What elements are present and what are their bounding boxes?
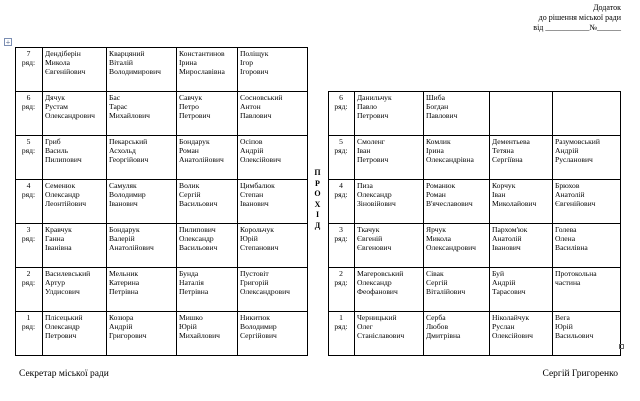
seat-cell [177, 268, 238, 312]
seat-cell [107, 48, 177, 92]
seat-name-line: Євгенійович [555, 199, 596, 208]
seat-cell [553, 224, 621, 268]
seat-name-line: Анатолійович [179, 155, 224, 164]
seat-name-line: Іван [492, 190, 506, 199]
seat-cell [490, 136, 553, 180]
seat-cell [553, 136, 621, 180]
seat-name-line: Корольчук [240, 225, 274, 234]
row-number-cell [16, 312, 43, 356]
seat-name-line: Козюра [109, 313, 134, 322]
seat-name-line: Ткачук [357, 225, 380, 234]
seat-name-line: Пустовіт [240, 269, 269, 278]
seat-row [329, 268, 621, 312]
seat-name-line: Анатолійович [109, 243, 154, 252]
passage-letter: О [314, 189, 321, 198]
passage-label [309, 168, 326, 231]
row-label-text: 2 [26, 269, 31, 278]
row-label-text: ряд: [21, 190, 36, 199]
seat-name-line: Юрій [179, 322, 197, 331]
seat-row [329, 92, 621, 136]
seat-name-line: Семенюк [45, 181, 76, 190]
seat-name-line: Володимир [109, 190, 146, 199]
seat-cell [490, 224, 553, 268]
seat-cell [424, 136, 490, 180]
seat-cell [43, 48, 107, 92]
seat-name-line: Пилипович [179, 225, 216, 234]
seat-name-line: Кварцяний [109, 49, 145, 58]
seat-name-line: Шиба [426, 93, 445, 102]
seat-name-line: Ярчук [426, 225, 446, 234]
seat-name-line: Євгенович [357, 243, 392, 252]
row-label-text: 7 [26, 49, 31, 58]
seat-name-line: Бас [109, 93, 121, 102]
seat-cell [177, 312, 238, 356]
seat-name-line: Володимир [240, 322, 277, 331]
seat-name-line: Олександр [45, 322, 80, 331]
row-label-text: ряд: [21, 234, 36, 243]
seat-cell [107, 268, 177, 312]
seat-name-line: Рустам [45, 102, 68, 111]
row-label-text: ряд: [21, 278, 36, 287]
seat-name-line: Волик [179, 181, 200, 190]
row-number-cell [329, 180, 355, 224]
seat-name-line: Леонтійович [45, 199, 87, 208]
seat-name-line: Павло [357, 102, 377, 111]
seat-name-line: Васильович [179, 243, 218, 252]
seat-name-line: Олександр [179, 234, 214, 243]
seat-name-line: частина [555, 278, 581, 287]
seat-name-line: Олександр [357, 278, 392, 287]
seat-name-line: Осіпов [240, 137, 263, 146]
seat-name-line: Олександр [45, 190, 80, 199]
seat-name-line: Комлик [426, 137, 451, 146]
seat-name-line: Олег [357, 322, 373, 331]
seat-row [16, 224, 308, 268]
seat-name-line: Артур [45, 278, 65, 287]
table-move-handle-icon[interactable]: + [5, 38, 11, 47]
seat-name-line: Олександрович [45, 111, 95, 120]
seat-name-line: Романюк [426, 181, 456, 190]
seat-row [329, 312, 621, 356]
seat-cell [238, 180, 308, 224]
seat-name-line: Цимбалюк [240, 181, 275, 190]
seat-name-line: Вега [555, 313, 570, 322]
seat-name-line: Олександр [357, 190, 392, 199]
seat-name-line: Пекарський [109, 137, 148, 146]
seat-name-line: Зіновійович [357, 199, 396, 208]
seat-name-line: Петрович [357, 111, 389, 120]
row-label-text: 4 [339, 181, 343, 190]
row-label-text: ряд: [334, 146, 348, 155]
row-label-text: ряд: [334, 102, 348, 111]
seat-name-line: Серба [426, 313, 446, 322]
seat-name-line: Григорій [240, 278, 269, 287]
seat-cell [43, 92, 107, 136]
seat-row [16, 312, 308, 356]
seat-name-line: Самуляк [109, 181, 137, 190]
seat-name-line: Сівак [426, 269, 444, 278]
seat-name-line: Павлович [240, 111, 272, 120]
seat-name-line: Богдан [426, 102, 449, 111]
footer-position: Секретар міської ради [19, 369, 109, 379]
seat-name-line: Любов [426, 322, 449, 331]
seat-cell [43, 268, 107, 312]
seat-name-line: Василевський [45, 269, 91, 278]
seat-name-line: Микола [426, 234, 451, 243]
seat-name-line: Сергій [179, 190, 201, 199]
row-number-cell [329, 136, 355, 180]
seat-cell [43, 224, 107, 268]
seat-name-line: Олена [555, 234, 576, 243]
seat-name-line: Тетяна [492, 146, 514, 155]
row-number-cell [16, 136, 43, 180]
seat-cell [355, 224, 424, 268]
row-number-cell [16, 268, 43, 312]
seat-name-line: Василівна [555, 243, 588, 252]
row-label-text: ряд: [334, 322, 348, 331]
seat-name-line: В'ячеславович [426, 199, 473, 208]
document-header [533, 3, 621, 33]
seat-name-line: Ганна [45, 234, 65, 243]
seat-name-line: Васильович [555, 331, 594, 340]
seat-cell [553, 180, 621, 224]
row-label-text: ряд: [334, 234, 348, 243]
seat-cell [424, 92, 490, 136]
header-line: до рішення міської ради [538, 13, 621, 22]
seat-cell [355, 136, 424, 180]
seat-name-line: Мельник [109, 269, 139, 278]
passage-letter: П [314, 168, 321, 177]
seat-name-line: Дячук [45, 93, 65, 102]
seat-cell [177, 136, 238, 180]
seat-name-line: Іван [357, 146, 371, 155]
seat-cell [238, 224, 308, 268]
seat-cell [238, 92, 308, 136]
seat-name-line: Степанович [240, 243, 279, 252]
seat-cell [107, 180, 177, 224]
seat-row [16, 268, 308, 312]
seat-cell [490, 180, 553, 224]
seat-name-line: Ірина [426, 146, 444, 155]
seat-name-line: Андрій [240, 146, 264, 155]
seat-row [329, 136, 621, 180]
seat-name-line: Валерій [109, 234, 135, 243]
header-line: Додаток [593, 3, 621, 12]
seat-name-line: Петрівна [179, 287, 209, 296]
seat-row [16, 180, 308, 224]
seat-cell [553, 312, 621, 356]
row-number-cell [329, 268, 355, 312]
seat-name-line: Олександрович [240, 287, 290, 296]
seat-name-line: Григорович [109, 331, 147, 340]
seat-name-line: Сергіївна [492, 155, 523, 164]
row-label-text: ряд: [21, 322, 36, 331]
row-number-cell [16, 224, 43, 268]
row-label-text: 6 [339, 93, 343, 102]
seat-cell [355, 180, 424, 224]
seat-name-line: Данильчук [357, 93, 392, 102]
seat-name-line: Павлович [426, 111, 458, 120]
seat-name-line: Ірина [179, 58, 197, 67]
seat-row [16, 136, 308, 180]
seat-name-line: Бондарук [179, 137, 210, 146]
passage-letter: Р [315, 178, 320, 188]
row-label-text: 3 [26, 225, 31, 234]
seat-name-line: Віталій [109, 58, 133, 67]
row-number-cell [16, 48, 43, 92]
seat-name-line: Сергійович [240, 331, 277, 340]
row-label-text: 5 [26, 137, 31, 146]
seat-name-line: Олексійович [240, 155, 281, 164]
seat-name-line: Микола [45, 58, 70, 67]
seat-cell [238, 48, 308, 92]
seat-cell [177, 92, 238, 136]
seat-name-line: Роман [179, 146, 199, 155]
seat-cell [107, 312, 177, 356]
seat-row [329, 180, 621, 224]
row-label-text: 2 [339, 269, 343, 278]
seat-name-line: Пиза [357, 181, 373, 190]
seat-cell [177, 224, 238, 268]
seat-name-line: Віталійович [426, 287, 466, 296]
seat-cell [107, 224, 177, 268]
seat-name-line: Євгеній [357, 234, 383, 243]
seat-name-line: Петрович [357, 155, 389, 164]
seat-cell [490, 312, 553, 356]
seat-name-line: Андрій [555, 146, 579, 155]
seat-row [329, 224, 621, 268]
seat-name-line: Корчук [492, 181, 516, 190]
seat-row [16, 92, 308, 136]
seat-cell [177, 180, 238, 224]
seat-name-line: Олексійович [492, 331, 533, 340]
seat-name-line: Іванович [492, 243, 521, 252]
seat-name-line: Наталія [179, 278, 204, 287]
seat-cell [355, 312, 424, 356]
seat-name-line: Дмитрівна [426, 331, 461, 340]
seat-name-line: Олександрович [426, 243, 476, 252]
row-label-text: ряд: [21, 102, 36, 111]
seat-name-line: Ігорович [240, 67, 269, 76]
seat-name-line: Поліщук [240, 49, 269, 58]
seat-cell [177, 48, 238, 92]
seat-name-line: Андрій [492, 278, 516, 287]
seat-name-line: Русланович [555, 155, 593, 164]
seat-cell [43, 136, 107, 180]
row-number-cell [16, 180, 43, 224]
row-label-text: 5 [339, 137, 343, 146]
seat-cell [238, 136, 308, 180]
header-line: від ___________№______ [533, 23, 621, 32]
seat-name-line: Васильович [179, 199, 218, 208]
seat-cell [553, 92, 621, 136]
table-resize-handle[interactable] [619, 344, 624, 349]
row-label-text: ряд: [21, 146, 36, 155]
seat-name-line: Юрій [555, 322, 573, 331]
seat-name-line: Петро [179, 102, 199, 111]
row-number-cell [329, 224, 355, 268]
seat-name-line: Ніколайчук [492, 313, 530, 322]
seat-name-line: Петрович [179, 111, 211, 120]
seat-name-line: Асхольд [109, 146, 136, 155]
seat-name-line: Михайлович [109, 111, 151, 120]
seat-name-line: Тарас [109, 102, 128, 111]
seat-name-line: Кравчук [45, 225, 72, 234]
seat-name-line: Антон [240, 102, 261, 111]
seat-name-line: Голева [555, 225, 577, 234]
seat-name-line: Юрій [240, 234, 258, 243]
seat-name-line: Брюхов [555, 181, 580, 190]
seat-cell [355, 92, 424, 136]
seat-cell [43, 180, 107, 224]
seat-name-line: Магеровський [357, 269, 404, 278]
seat-name-line: Іванович [109, 199, 138, 208]
seat-cell [238, 312, 308, 356]
seat-name-line: Катерина [109, 278, 140, 287]
seating-table-right [328, 91, 621, 356]
row-number-cell [329, 312, 355, 356]
seat-cell [553, 268, 621, 312]
seat-name-line: Гриб [45, 137, 61, 146]
row-label-text: 1 [26, 313, 31, 322]
seat-name-line: Плісецький [45, 313, 83, 322]
seat-cell [424, 312, 490, 356]
seat-cell [490, 92, 553, 136]
seat-name-line: Роман [426, 190, 446, 199]
seat-name-line: Михайлович [179, 331, 221, 340]
passage-letter: Х [314, 199, 321, 209]
seat-name-line: Сосновський [240, 93, 283, 102]
seat-name-line: Анатолій [492, 234, 522, 243]
seat-name-line: Олександрівна [426, 155, 474, 164]
passage-letter: І [315, 210, 320, 219]
row-label-text: 6 [26, 93, 31, 102]
seat-name-line: Бунда [179, 269, 199, 278]
seating-table-left [15, 47, 308, 356]
row-label-text: 4 [26, 181, 31, 190]
seat-name-line: Разумовський [555, 137, 600, 146]
seat-name-line: Руслан [492, 322, 515, 331]
seat-cell [424, 224, 490, 268]
seat-name-line: Буй [492, 269, 505, 278]
seat-name-line: Протокольна [555, 269, 597, 278]
row-number-cell [329, 92, 355, 136]
seat-name-line: Іванович [240, 199, 269, 208]
seat-cell [107, 136, 177, 180]
row-label-text: ряд: [21, 58, 36, 67]
row-label-text: ряд: [334, 278, 348, 287]
seat-name-line: Анатолій [555, 190, 585, 199]
row-label-text: 1 [339, 313, 343, 322]
seat-cell [43, 312, 107, 356]
seat-name-line: Миколайович [492, 199, 537, 208]
seat-name-line: Смоленг [357, 137, 385, 146]
seat-name-line: Степан [240, 190, 264, 199]
footer-signatory: Сергій Григоренко [542, 369, 618, 379]
seat-name-line: Василь [45, 146, 69, 155]
passage-letter: Д [314, 220, 321, 230]
seat-name-line: Константинов [179, 49, 225, 58]
seat-name-line: Мирославівна [179, 67, 225, 76]
row-label-text: ряд: [334, 190, 348, 199]
seat-cell [424, 268, 490, 312]
seat-name-line: Мишко [179, 313, 203, 322]
seat-cell [355, 268, 424, 312]
seat-name-line: Володимирович [109, 67, 161, 76]
row-number-cell [16, 92, 43, 136]
seat-name-line: Ігор [240, 58, 254, 67]
seat-cell [238, 268, 308, 312]
seat-name-line: Петрівна [109, 287, 139, 296]
seat-cell [424, 180, 490, 224]
seat-cell [490, 268, 553, 312]
seat-name-line: Дементьева [492, 137, 530, 146]
seat-name-line: Пархом'юк [492, 225, 528, 234]
seat-name-line: Бондарук [109, 225, 140, 234]
row-label-text: 3 [339, 225, 343, 234]
seat-name-line: Савчук [179, 93, 203, 102]
seat-name-line: Пилипович [45, 155, 82, 164]
seat-name-line: Євгенійович [45, 67, 86, 76]
seat-name-line: Черницький [357, 313, 397, 322]
seat-row [16, 48, 308, 92]
seat-name-line: Станіславович [357, 331, 405, 340]
seat-name-line: Дендіберін [45, 49, 81, 58]
seat-name-line: Никитюк [240, 313, 270, 322]
seat-name-line: Феофанович [357, 287, 398, 296]
seat-cell [107, 92, 177, 136]
seat-name-line: Андрій [109, 322, 133, 331]
seat-name-line: Іванівна [45, 243, 72, 252]
seat-name-line: Тарасович [492, 287, 526, 296]
seat-name-line: Сергій [426, 278, 448, 287]
seat-name-line: Петрович [45, 331, 77, 340]
seat-name-line: Улдисович [45, 287, 80, 296]
seat-name-line: Георгійович [109, 155, 149, 164]
